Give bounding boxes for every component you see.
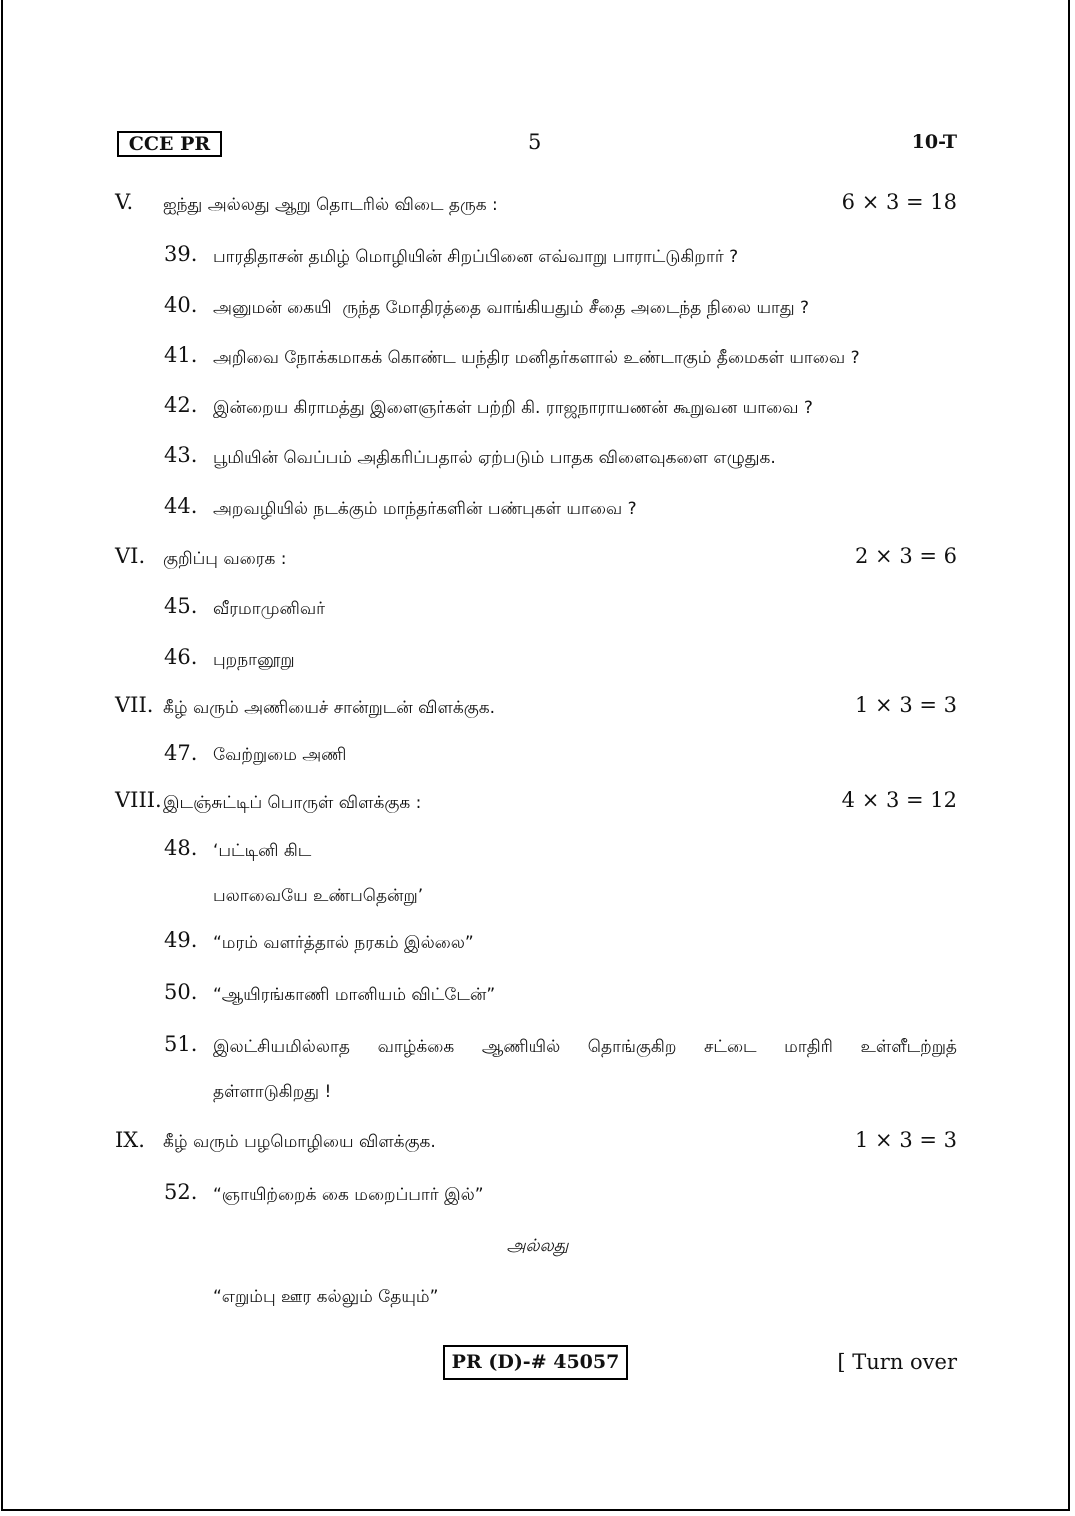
section-instruction: இடஞ்சுட்டிப் பொருள் விளக்குக : [163,793,422,813]
question-number: 51. [164,1032,198,1056]
question-text: வேற்றுமை அணி [213,745,347,765]
question-text: இன்றைய கிராமத்து இளைஞர்கள் பற்றி கி. ராஜநாராயணன் கூறுவன யாவை ? [213,398,813,418]
question-text: வீரமாமுனிவர் [213,599,325,619]
section-numeral: V. [115,190,134,214]
section-numeral: VI. [115,544,146,568]
question-text: “ஆயிரங்காணி மானியம் விட்டேன்” [213,985,496,1005]
question-text: பூமியின் வெப்பம் அதிகரிப்பதால் ஏற்படும் பாதக விளைவுகளை எழுதுக. [213,448,776,468]
section-numeral: IX. [115,1128,145,1152]
question-number: 52. [164,1180,198,1204]
question-number: 47. [164,741,198,765]
section-instruction: கீழ் வரும் அணியைச் சான்றுடன் விளக்குக. [163,698,495,718]
alternative-proverb: “எறும்பு ஊர கல்லும் தேயும்” [213,1287,439,1307]
question-text: இலட்சியமில்லாத வாழ்க்கை ஆணியில் தொங்குகிற சட்டை மாதிரி உள்ளீடற்றுத் [213,1037,957,1057]
question-number: 43. [164,443,198,467]
question-number: 39. [164,242,198,266]
question-number: 41. [164,343,198,367]
question-number: 44. [164,494,198,518]
question-text: அறிவை நோக்கமாகக் கொண்ட யந்திர மனிதர்களால் உண்டாகும் தீமைகள் யாவை ? [213,348,860,368]
question-number: 40. [164,293,198,317]
question-text: “ஞாயிற்றைக் கை மறைப்பார் இல்” [213,1185,484,1205]
question-text: புறநானூறு [213,650,295,670]
section-numeral: VIII. [115,788,162,812]
page-border [1,0,1070,1511]
question-number: 46. [164,645,198,669]
header-subject-box: CCE PR [117,131,222,157]
question-number: 49. [164,928,198,952]
section-marks: 4 × 3 = 12 [841,788,957,812]
section-marks: 1 × 3 = 3 [855,693,957,717]
question-text: ‘பட்டினி கிட [213,841,312,861]
section-marks: 2 × 3 = 6 [855,544,957,568]
section-instruction: கீழ் வரும் பழமொழியை விளக்குக. [163,1132,436,1152]
question-text-continued: தள்ளாடுகிறது ! [213,1082,332,1102]
section-numeral: VII. [115,693,154,717]
question-text: அனுமன் கையி ருந்த மோதிரத்தை வாங்கியதும் சீதை அடைந்த நிலை யாது ? [213,298,810,318]
section-marks: 6 × 3 = 18 [841,190,957,214]
footer-code-box: PR (D)-# 45057 [443,1345,628,1380]
or-separator: அல்லது [506,1236,569,1256]
page-number: 5 [528,130,542,154]
section-instruction: ஐந்து அல்லது ஆறு தொடரில் விடை தருக : [163,195,498,215]
question-number: 42. [164,393,198,417]
question-text-continued: பலாவையே உண்பதென்று’ [213,886,424,906]
section-instruction: குறிப்பு வரைக : [163,549,287,569]
question-number: 45. [164,594,198,618]
question-text: அறவழியில் நடக்கும் மாந்தர்களின் பண்புகள் யாவை ? [213,499,637,519]
turn-over-note: [ Turn over [837,1350,957,1374]
question-text: பாரதிதாசன் தமிழ் மொழியின் சிறப்பினை எவ்வாறு பாராட்டுகிறார் ? [213,247,739,267]
paper-code: 10-T [911,131,957,153]
question-number: 50. [164,980,198,1004]
question-number: 48. [164,836,198,860]
section-marks: 1 × 3 = 3 [855,1128,957,1152]
question-text: “மரம் வளர்த்தால் நரகம் இல்லை” [213,933,474,953]
